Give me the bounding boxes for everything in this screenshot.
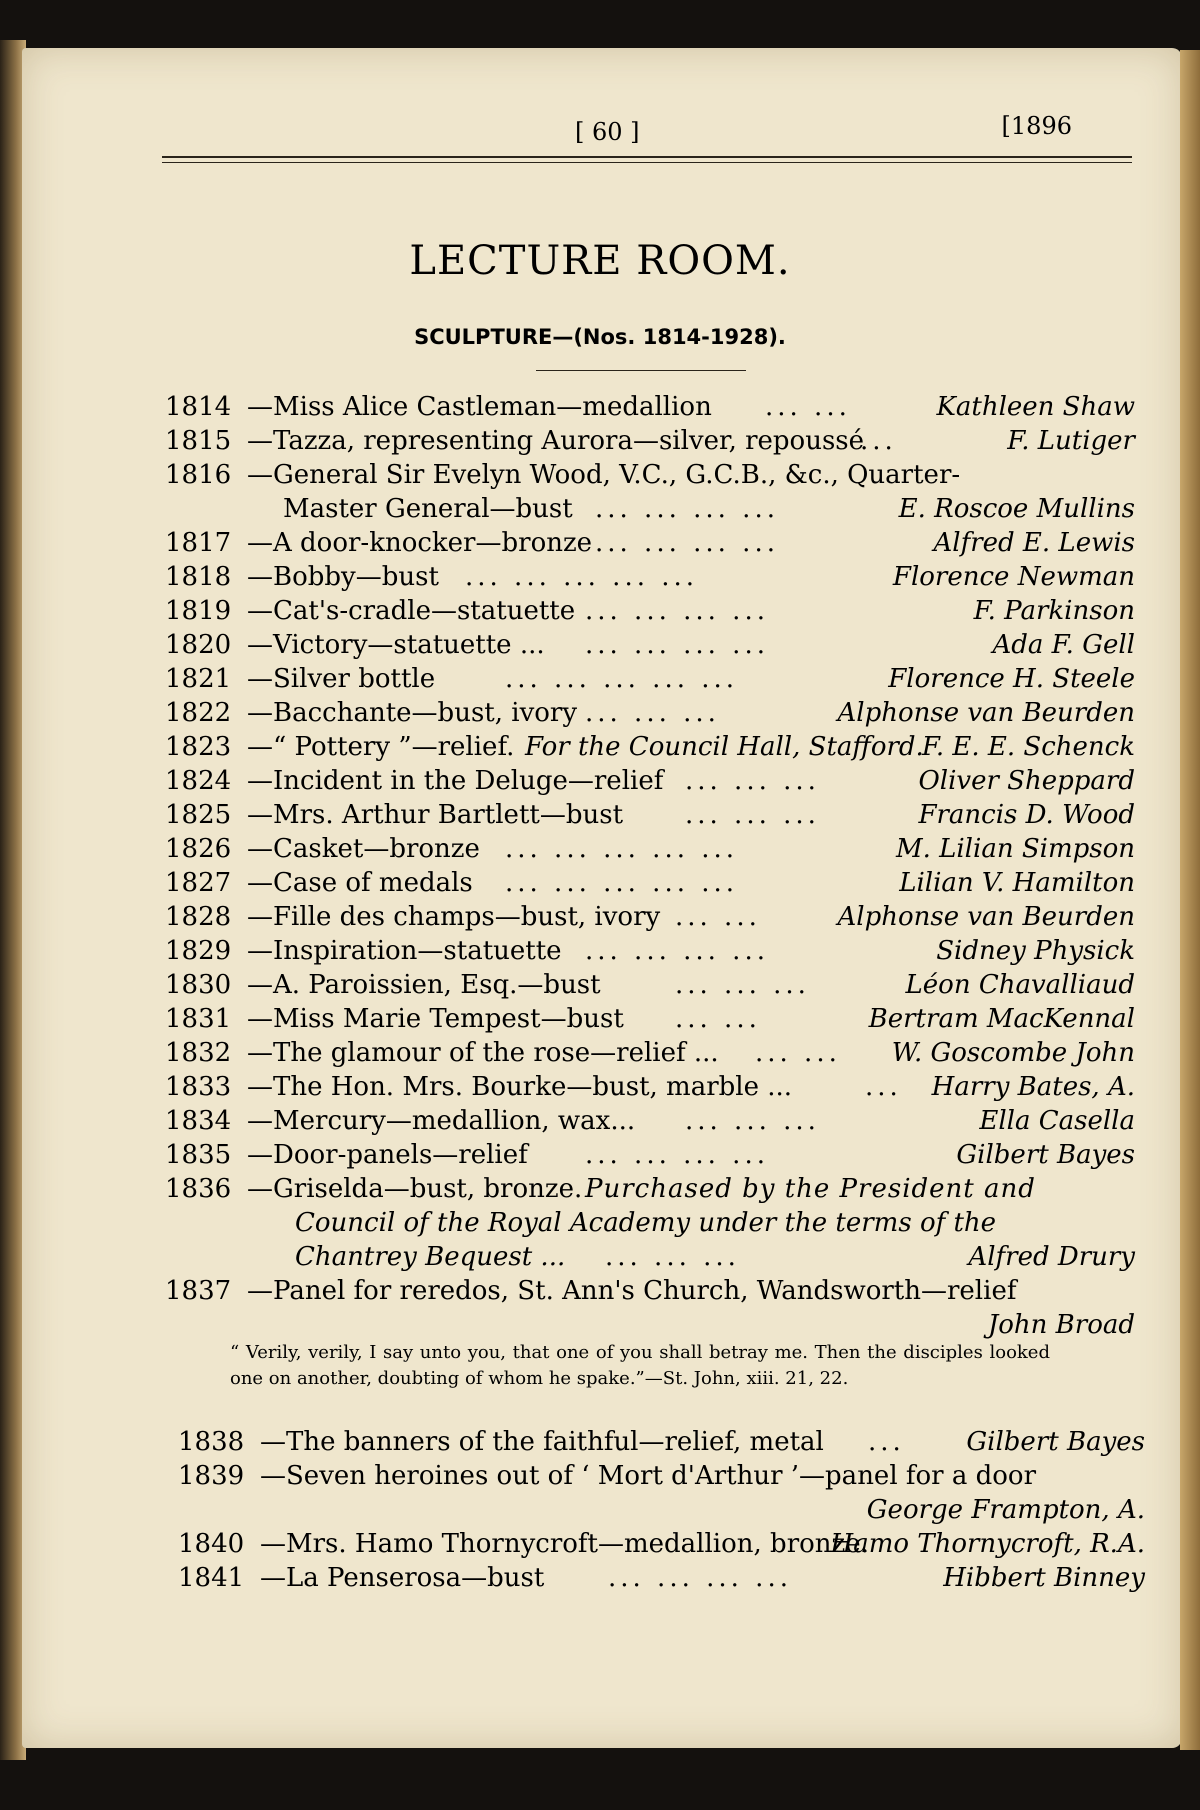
header-year: [1896 <box>1001 112 1072 140</box>
entry-number: 1814 <box>165 392 232 422</box>
leader-dots: ... ... ... ... <box>608 1563 792 1593</box>
entry-artist: Florence Newman <box>892 562 1135 592</box>
catalogue-list-continued <box>178 1425 1145 1595</box>
catalogue-entry <box>165 390 1135 424</box>
entry-artist: M. Lilian Simpson <box>895 834 1135 864</box>
catalogue-entry <box>165 866 1135 900</box>
catalogue-entry <box>165 764 1135 798</box>
catalogue-entry <box>165 798 1135 832</box>
entry-artist: Alfred Drury <box>968 1242 1135 1272</box>
entry-artist: Ada F. Gell <box>992 630 1135 660</box>
entry-artist: Alfred E. Lewis <box>933 528 1135 558</box>
catalogue-entry <box>165 832 1135 866</box>
entry-number: 1819 <box>165 596 232 626</box>
catalogue-entry <box>178 1527 1145 1561</box>
entry-artist: George Frampton, A. <box>866 1495 1145 1525</box>
leader-dots: ... ... ... ... <box>595 494 779 524</box>
entry-title: —The glamour of the rose—relief ... <box>247 1038 719 1068</box>
catalogue-entry <box>165 1070 1135 1104</box>
page-number: [ 60 ] <box>575 118 640 146</box>
entry-title: Council of the Royal Academy under the terms of the <box>295 1208 997 1238</box>
entry-number: 1821 <box>165 664 232 694</box>
catalogue-entry <box>165 900 1135 934</box>
entry-number: 1830 <box>165 970 232 1000</box>
entry-title: —Miss Alice Castleman—medallion <box>247 392 712 422</box>
entry-artist: Ella Casella <box>979 1106 1135 1136</box>
catalogue-entry <box>165 1104 1135 1138</box>
entry-artist: W. Goscombe John <box>891 1038 1135 1068</box>
entry-artist: Léon Chavalliaud <box>905 970 1135 1000</box>
entry-number: 1834 <box>165 1106 232 1136</box>
entry-number: 1820 <box>165 630 232 660</box>
catalogue-entry <box>165 526 1135 560</box>
entry-artist: Lilian V. Hamilton <box>899 868 1135 898</box>
leader-dots: ... ... ... ... <box>585 1140 769 1170</box>
entry-title: —Case of medals <box>247 868 473 898</box>
entry-number: 1815 <box>165 426 232 456</box>
catalogue-entry <box>178 1459 1145 1493</box>
entry-number: 1835 <box>165 1140 232 1170</box>
entry-number: 1824 <box>165 766 232 796</box>
entry-number: 1838 <box>178 1427 245 1457</box>
leader-dots: ... ... ... <box>585 698 720 728</box>
entry-title: —“ Pottery ”—relief. <box>247 732 515 762</box>
entry-title: —Silver bottle <box>247 664 436 694</box>
page-title: LECTURE ROOM. <box>409 238 791 284</box>
entry-artist: Gilbert Bayes <box>966 1427 1145 1457</box>
entry-number: 1828 <box>165 902 232 932</box>
leader-dots: ... <box>865 1072 902 1102</box>
entry-title: Master General—bust <box>283 494 573 524</box>
entry-artist: John Broad <box>987 1310 1135 1340</box>
entry-title: —Door-panels—relief <box>247 1140 528 1170</box>
catalogue-entry <box>165 696 1135 730</box>
leader-dots: ... ... ... <box>605 1242 740 1272</box>
leader-dots: ... ... ... <box>675 970 810 1000</box>
catalogue-entry <box>165 1138 1135 1172</box>
leader-dots: ... ... ... ... ... <box>505 868 739 898</box>
leader-dots: ... ... ... ... ... <box>505 664 739 694</box>
entry-artist: Francis D. Wood <box>918 800 1135 830</box>
entry-number: 1840 <box>178 1529 245 1559</box>
entry-artist: F. Parkinson <box>973 596 1135 626</box>
leader-dots: ... ... <box>755 1038 841 1068</box>
entry-number: 1816 <box>165 460 232 490</box>
leader-dots: ... ... ... <box>685 1106 820 1136</box>
catalogue-entry <box>165 594 1135 628</box>
catalogue-entry <box>165 1002 1135 1036</box>
entry-number: 1831 <box>165 1004 232 1034</box>
catalogue-entry-continued <box>165 1308 1135 1342</box>
entry-artist: F. E. E. Schenck <box>921 732 1135 762</box>
entry-number: 1836 <box>165 1174 232 1204</box>
entry-artist: Alphonse van Beurden <box>837 902 1135 932</box>
catalogue-entry <box>165 1274 1135 1308</box>
catalogue-entry <box>178 1561 1145 1595</box>
catalogue-entry <box>165 730 1135 764</box>
catalogue-entry-continued <box>165 1206 1135 1240</box>
entry-title: —Mrs. Hamo Thornycroft—medallion, bronze. <box>260 1529 869 1559</box>
catalogue-entry <box>165 968 1135 1002</box>
entry-number: 1825 <box>165 800 232 830</box>
catalogue-list <box>165 390 1135 1342</box>
entry-title: —Griselda—bust, bronze. <box>247 1174 583 1204</box>
entry-number: 1837 <box>165 1276 232 1306</box>
entry-number: 1826 <box>165 834 232 864</box>
entry-number: 1827 <box>165 868 232 898</box>
entry-title: —Fille des champs—bust, ivory <box>247 902 661 932</box>
entry-title: —Tazza, representing Aurora—silver, repoussé <box>247 426 865 456</box>
entry-number: 1833 <box>165 1072 232 1102</box>
leader-dots: ... ... <box>675 902 761 932</box>
leader-dots: ... ... <box>765 392 851 422</box>
entry-title: —The banners of the faithful—relief, metal <box>260 1427 824 1457</box>
section-rule <box>536 370 746 371</box>
catalogue-entry-continued <box>165 492 1135 526</box>
header-rule <box>162 156 1132 158</box>
entry-number: 1817 <box>165 528 232 558</box>
leader-dots: ... ... ... ... <box>585 936 769 966</box>
entry-artist: F. Lutiger <box>1007 426 1135 456</box>
catalogue-entry <box>165 560 1135 594</box>
page-edge <box>1180 50 1200 1750</box>
leader-dots: ... ... ... <box>685 800 820 830</box>
entry-number: 1832 <box>165 1038 232 1068</box>
catalogue-entry <box>165 1036 1135 1070</box>
entry-number: 1818 <box>165 562 232 592</box>
entry-title: —Inspiration—statuette <box>247 936 562 966</box>
leader-dots: ... ... ... ... <box>595 528 779 558</box>
entry-title: —Bacchante—bust, ivory <box>247 698 578 728</box>
leader-dots: ... ... ... ... ... <box>465 562 699 592</box>
entry-artist: Hamo Thornycroft, R.A. <box>830 1529 1145 1559</box>
catalogue-entry-continued <box>178 1493 1145 1527</box>
leader-dots: ... ... ... ... ... <box>505 834 739 864</box>
entry-artist: Hibbert Binney <box>943 1563 1145 1593</box>
entry-number: 1839 <box>178 1461 245 1491</box>
entry-title: —Cat's-cradle—statuette <box>247 596 576 626</box>
entry-number: 1841 <box>178 1563 245 1593</box>
entry-title: —La Penserosa—bust <box>260 1563 545 1593</box>
entry-artist: Sidney Physick <box>936 936 1135 966</box>
catalogue-entry <box>165 934 1135 968</box>
entry-title: —General Sir Evelyn Wood, V.C., G.C.B., &c., Quarter- <box>247 460 961 490</box>
catalogue-entry <box>178 1425 1145 1459</box>
entry-title: —A. Paroissien, Esq.—bust <box>247 970 601 1000</box>
entry-title: —Panel for reredos, St. Ann's Church, Wandsworth—relief <box>247 1276 1017 1306</box>
entry-number: 1822 <box>165 698 232 728</box>
leader-dots: ... ... ... <box>685 766 820 796</box>
catalogue-entry <box>165 458 1135 492</box>
entry-artist: Bertram MacKennal <box>868 1004 1135 1034</box>
entry-artist: E. Roscoe Mullins <box>898 494 1135 524</box>
entry-title: —Victory—statuette ... <box>247 630 545 660</box>
entry-title: Chantrey Bequest ... <box>295 1242 566 1272</box>
entry-artist: Florence H. Steele <box>888 664 1135 694</box>
leader-dots: ... ... ... ... <box>585 630 769 660</box>
leader-dots: ... <box>860 426 897 456</box>
catalogue-entry <box>165 662 1135 696</box>
entry-title: —Casket—bronze <box>247 834 480 864</box>
entry-title: —Mrs. Arthur Bartlett—bust <box>247 800 624 830</box>
entry-title: —The Hon. Mrs. Bourke—bust, marble ... <box>247 1072 793 1102</box>
entry-title: —Seven heroines out of ‘ Mort d'Arthur ’—panel for a door <box>260 1461 1037 1491</box>
entry-number: 1823 <box>165 732 232 762</box>
entry-artist: Oliver Sheppard <box>918 766 1135 796</box>
leader-dots: ... ... ... ... <box>585 596 769 626</box>
entry-artist: Alphonse van Beurden <box>837 698 1135 728</box>
catalogue-entry-continued <box>165 1240 1135 1274</box>
entry-note: For the Council Hall, Stafford. <box>525 732 924 762</box>
entry-artist: Harry Bates, A. <box>931 1072 1135 1102</box>
entry-number: 1829 <box>165 936 232 966</box>
entry-note: Purchased by the President and <box>585 1174 1036 1204</box>
entry-title: —Bobby—bust <box>247 562 439 592</box>
catalogue-entry <box>165 628 1135 662</box>
entry-title: —Incident in the Deluge—relief <box>247 766 664 796</box>
section-subtitle: SCULPTURE—(Nos. 1814-1928). <box>414 325 786 349</box>
entry-title: —Mercury—medallion, wax... <box>247 1106 636 1136</box>
leader-dots: ... ... <box>675 1004 761 1034</box>
bible-quote: “ Verily, verily, I say unto you, that one of you shall betray me. Then the disciples looked one on another, doubting of whom he spake.”—St. John, xiii. 21, 22. <box>230 1342 1050 1389</box>
entry-artist: Kathleen Shaw <box>936 392 1135 422</box>
entry-title: —A door-knocker—bronze <box>247 528 593 558</box>
entry-title: —Miss Marie Tempest—bust <box>247 1004 624 1034</box>
header-rule-thin <box>162 162 1132 163</box>
catalogue-entry <box>165 1172 1135 1206</box>
catalogue-entry <box>165 424 1135 458</box>
entry-artist: Gilbert Bayes <box>956 1140 1135 1170</box>
leader-dots: ... <box>868 1427 905 1457</box>
